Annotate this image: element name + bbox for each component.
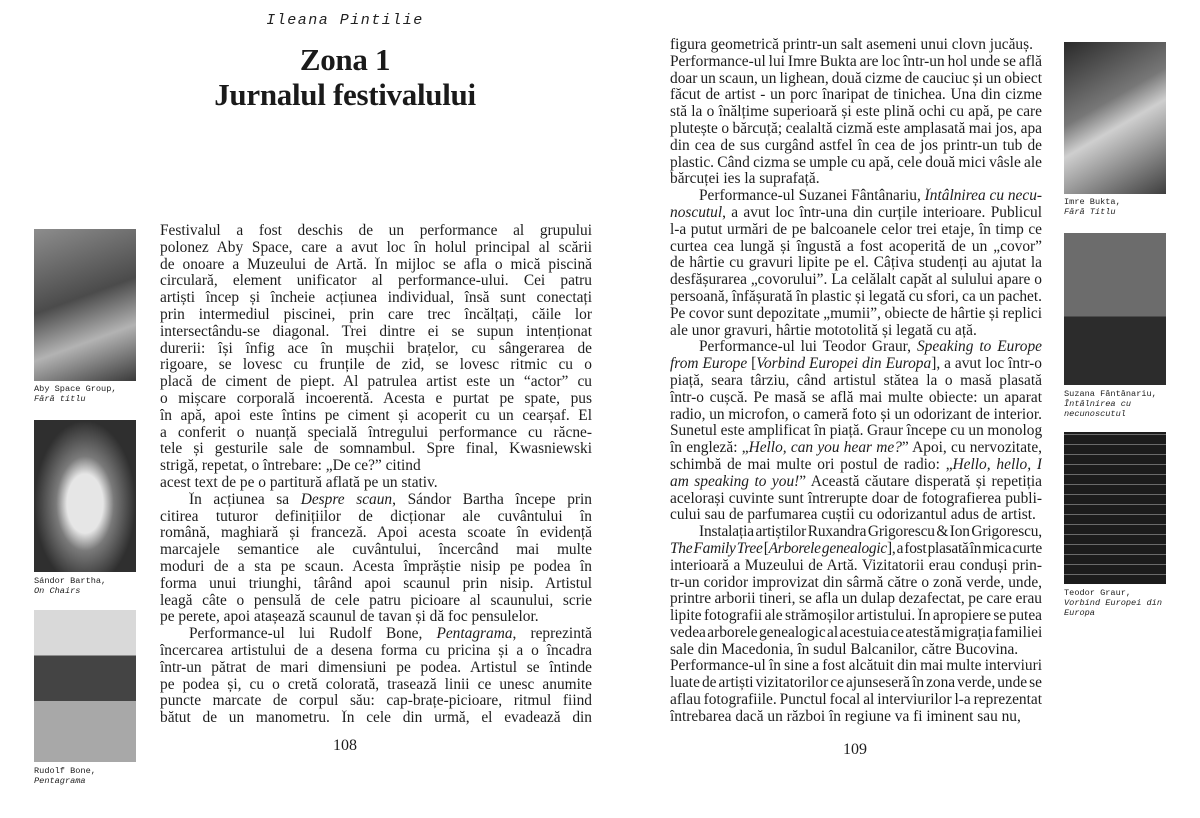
body-text-right bbox=[670, 37, 1042, 726]
figure-caption bbox=[34, 766, 159, 786]
text-line: citirea tuturor definițiilor de dicționar ale cuvântului în bbox=[160, 508, 592, 525]
text-line: plutește o bărcuță; cealaltă cizmă este amplasată mai jos, apa bbox=[670, 120, 1042, 137]
text-line: forma unui triunghi, târând apoi scaunul prin nisip. Artistul bbox=[160, 575, 592, 592]
text-line: într-un pătrat de mari dimensiuni pe podea. Artistul se întinde bbox=[160, 659, 592, 676]
text-line: desfășurarea „covorului”. La celălalt capăt al sulului apare o bbox=[670, 272, 1042, 289]
text-line: de onoare a Muzeului de Artă. În mijloc se afla o mică piscină bbox=[160, 256, 592, 273]
text-line: l-a putut urmări de pe balcoanele celor trei etaje, în timp ce bbox=[670, 221, 1042, 238]
text-line: încercarea artistului de a desena forma cu pricina și a o încadra bbox=[160, 642, 592, 659]
text-line: Festivalul a fost deschis de un performance al grupului bbox=[160, 223, 592, 239]
photo-imre-bukta bbox=[1064, 42, 1166, 194]
right-page bbox=[600, 0, 1200, 818]
text-line: Performance-ul în sine a fost alcătuit din mai multe interviuri bbox=[670, 658, 1042, 675]
caption-artist: Teodor Graur, bbox=[1064, 588, 1132, 598]
text-line: piață, seara târziu, când artistul stătea la o masă plasată bbox=[670, 372, 1042, 389]
text-line: Instalația artiștilor Ruxandra Grigorescu & Ion Grigorescu, bbox=[699, 524, 1042, 541]
figure-caption bbox=[34, 384, 159, 404]
text-line: strigă, repetat, o întrebare: „De ce?” citind bbox=[160, 458, 421, 475]
text-line: interioară a Muzeului de Artă. Vizitatorii erau conduși prin- bbox=[670, 557, 1042, 574]
text-line: puncte marcate de corpul său: cap-brațe-picioare, ritmul fiind bbox=[160, 693, 592, 710]
text-line: marcajele semantice ale cuvântului, încercând mai multe bbox=[160, 542, 592, 559]
text-line: doar un scaun, un lighean, două cizme de cauciuc și un obiect bbox=[670, 70, 1042, 87]
caption-work: On Chairs bbox=[34, 586, 81, 596]
text-line: Performance-ul lui Imre Bukta are loc într-un hol unde se află bbox=[670, 53, 1042, 70]
text-line: leagă câte o pensulă de cele patru picioare al scaunului, scrie bbox=[160, 592, 592, 609]
text-line: sale din Macedonia, în sudul Balcanilor, către Bucovina. bbox=[670, 641, 1019, 658]
text-line: The Family Tree [Arborele genealogic], a fost plasată în mica curte bbox=[670, 540, 1042, 557]
text-line: în apă, apoi este întins pe ciment și acoperit cu un cearșaf. El bbox=[160, 407, 592, 424]
body-text-left bbox=[160, 223, 592, 727]
text-line: întrebarea dacă un război în regiune va fi iminent sau nu, bbox=[670, 708, 1021, 725]
text-line: circulară, element unificator al performance-ului. Cei patru bbox=[160, 273, 592, 290]
text-line: luate de artiști vizitatorilor ce ajunseseră în zona verde, unde se bbox=[670, 675, 1042, 692]
text-line: noscutul, a avut loc într-una din curțile interioare. Publicul bbox=[670, 204, 1042, 221]
text-line: placă de ciment de piept. Al patrulea artist este un “actor” cu bbox=[160, 374, 592, 391]
caption-artist: Imre Bukta, bbox=[1064, 197, 1121, 207]
photo-teodor-graur bbox=[1064, 432, 1166, 584]
text-line: Performance-ul Suzanei Fântânariu, Întâlnirea cu necu- bbox=[699, 188, 1042, 205]
text-line: persoană, înfășurată în plastic și legată cu sfori, ca un pachet. bbox=[670, 288, 1042, 305]
text-line: de hârtie cu gravuri lipite pe el. Câțiva studenți au ajutat la bbox=[670, 255, 1042, 272]
text-line: bărcuței ies la suprafață. bbox=[670, 171, 820, 188]
caption-work: Vorbind Europei din Europa bbox=[1064, 598, 1162, 618]
figure-caption bbox=[1064, 588, 1182, 618]
text-line: moduri de a sta pe scaun. Acesta împrăștie nisip pe podea în bbox=[160, 558, 592, 575]
text-line: rigoare, se lovesc cu frunțile de zid, se lovesc ritmic cu o bbox=[160, 357, 592, 374]
text-line: Performance-ul lui Rudolf Bone, Pentagrama, reprezintă bbox=[189, 626, 592, 643]
text-line: În acțiunea sa Despre scaun, Sándor Bartha începe prin bbox=[189, 491, 592, 508]
caption-artist: Suzana Fântânariu, bbox=[1064, 389, 1157, 399]
running-head-author: Ileana Pintilie bbox=[266, 12, 424, 29]
text-line: într-o cușcă. Pe masă se află mai multe obiecte: un aparat bbox=[670, 389, 1042, 406]
page-number: 109 bbox=[843, 741, 867, 758]
text-line: plastic. Când cizma se umple cu apă, cele două mici vâsle ale bbox=[670, 154, 1042, 171]
text-line: ale unor gravuri, hârtie mototolită și legată cu ață. bbox=[670, 322, 977, 339]
text-line: bătut de un manometru. În cele din urmă, el evadează din bbox=[160, 710, 592, 727]
text-line: stă la o înălțime superioară și este plină ochi cu apă, pe care bbox=[670, 104, 1042, 121]
caption-artist: Aby Space Group, bbox=[34, 384, 117, 394]
text-line: tr-un coridor improvizat din sârmă către o zonă verde, unde, bbox=[670, 574, 1042, 591]
text-line: pe podea și, cu o cretă colorată, trasează linii ce unesc anumite bbox=[160, 676, 592, 693]
text-line: am speaking to you!” Această căutare disperată și repetiția bbox=[670, 473, 1042, 490]
text-line: printre arborii tineri, se afla un dulap dezafectat, pe care erau bbox=[670, 591, 1042, 608]
text-line: artiști încep și încheie acțiunea individual, însă sunt conectați bbox=[160, 290, 592, 307]
caption-work: Fără Titlu bbox=[1064, 207, 1116, 217]
text-line: tele și gesturile sale de somnambul. Spre final, Kwasniewski bbox=[160, 441, 592, 458]
chapter-title: Zona 1 bbox=[299, 42, 391, 77]
text-line: Sunetul este amplificat în piață. Graur începe cu un monolog bbox=[670, 423, 1042, 440]
caption-artist: Rudolf Bone, bbox=[34, 766, 96, 776]
text-line: figura geometrică printr-un salt asemeni unui clovn jucăuș. bbox=[670, 37, 1033, 53]
caption-work: Întâlnirea cu necunoscutul bbox=[1064, 399, 1132, 419]
text-line: din cea de sus curgând astfel în cea de jos printr-un tub de bbox=[670, 137, 1042, 154]
text-line: curtea cea lungă și îngustă a fost acoperită de un „covor” bbox=[670, 238, 1042, 255]
text-line: făcut de artist - un porc înaripat de tinichea. Una din cizme bbox=[670, 87, 1042, 104]
text-line: română, maghiară și franceză. Apoi acesta scoate în evidență bbox=[160, 525, 592, 542]
text-line: o mișcare corporală incoerentă. Acesta e purtat pe spate, pus bbox=[160, 390, 592, 407]
text-line: prin intermediul piscinei, prin care trec încălțați, căile lor bbox=[160, 306, 592, 323]
text-line: Performance-ul lui Teodor Graur, Speaking to Europe bbox=[699, 339, 1042, 356]
caption-work: Fără titlu bbox=[34, 394, 86, 404]
photo-sandor-bartha bbox=[34, 420, 136, 572]
text-line: durerii: își înfig ace în mușchii brațelor, cu sângerarea de bbox=[160, 340, 592, 357]
text-line: radio, un microfon, o cameră foto și un odorizant de interior. bbox=[670, 406, 1042, 423]
figure-caption bbox=[1064, 389, 1182, 419]
text-line: intersectându-se diagonal. Trei dintre ei se supun intenționat bbox=[160, 323, 592, 340]
text-line: vedea arborele genealogic al acestuia ce atestă migrația familiei bbox=[670, 624, 1042, 641]
text-line: lipite fotografii ale strămoșilor artistului. În apropiere se putea bbox=[670, 608, 1042, 625]
figure-caption bbox=[1064, 197, 1189, 217]
photo-aby-space-group bbox=[34, 229, 136, 381]
figure-caption bbox=[34, 576, 159, 596]
photo-rudolf-bone bbox=[34, 610, 136, 762]
text-line: aflau fotografiile. Punctul focal al interviurilor l-a reprezentat bbox=[670, 692, 1042, 709]
text-line: acelorași cuvinte sunt întrerupte doar de fotografierea publi- bbox=[670, 490, 1042, 507]
caption-work: Pentagrama bbox=[34, 776, 86, 786]
caption-artist: Sándor Bartha, bbox=[34, 576, 107, 586]
text-line: pe perete, apoi atașează scaunul de tavan și dă foc pensulelor. bbox=[160, 609, 539, 626]
page-number: 108 bbox=[333, 737, 357, 754]
text-line: polonez Aby Space, care a avut loc în holul principal al scării bbox=[160, 239, 592, 256]
text-line: a conferit o nuanță specială întregului performance cu răcne- bbox=[160, 424, 592, 441]
text-line: schimbă de mai multe ori postul de radio: „Hello, hello, I bbox=[670, 456, 1042, 473]
text-line: Pe covor sunt depozitate „mumii”, obiecte de hârtie și replici bbox=[670, 305, 1042, 322]
text-line: acest text de pe o partitură aflată pe un stativ. bbox=[160, 474, 438, 491]
text-line: cului sau de parfumarea cuștii cu odorizantul adus de artist. bbox=[670, 507, 1036, 524]
text-line: în engleză: „Hello, can you hear me?” Apoi, cu nervozitate, bbox=[670, 440, 1042, 457]
photo-suzana-fantanariu bbox=[1064, 233, 1166, 385]
chapter-subtitle: Jurnalul festivalului bbox=[214, 77, 476, 112]
text-line: from Europe [Vorbind Europei din Europa], a avut loc într-o bbox=[670, 356, 1042, 373]
